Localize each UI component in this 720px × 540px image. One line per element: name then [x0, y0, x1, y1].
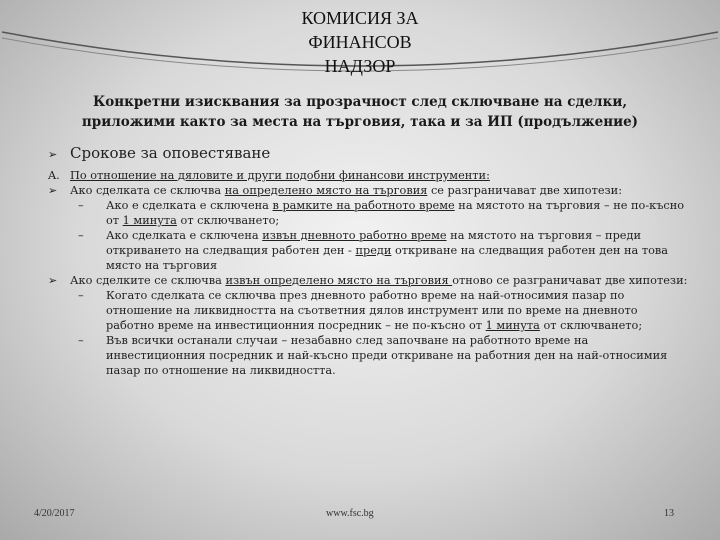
sub-text: Ако сделката е сключена — [106, 229, 263, 242]
dash-marker: – — [78, 334, 84, 347]
sub-underline: 1 минута — [122, 214, 177, 227]
subtitle-line-1: Конкретни изисквания за прозрачност след сключване на сделки, — [92, 94, 628, 110]
sub-text: от сключването; — [176, 214, 280, 227]
section-heading — [48, 142, 688, 164]
sub-text: Във всички останали случаи – незабавно след започване на работното време на инвестиционния посредник и най-късно преди откриване на работния ден на най-относимия пазар по отношение на ликвидността. — [106, 334, 668, 377]
title-banner — [0, 0, 720, 90]
title-line-1: КОМИСИЯ ЗА — [301, 8, 419, 28]
bullet-2 — [48, 273, 688, 288]
sub-underline: в рамките на работното време — [272, 199, 455, 212]
item-a-marker: A. — [48, 169, 60, 182]
sub-text: Ако е сделката е сключена — [106, 199, 273, 212]
page-title — [0, 6, 720, 78]
footer-url[interactable]: www.fsc.bg — [326, 508, 374, 519]
sub-text: от сключването; — [539, 319, 643, 332]
sub-underline: 1 минута — [485, 319, 540, 332]
bullet-1-text-1: Ако сделката се сключва — [70, 184, 225, 197]
sub-text: на мястото на търговия – не по-късно от — [106, 199, 685, 227]
dash-marker: – — [78, 199, 84, 212]
bullet-2-text-1: Ако сделките се сключва — [70, 274, 226, 287]
bullet-2-sub-1 — [48, 288, 688, 333]
bullet-1-sub-2 — [48, 228, 688, 273]
item-a — [48, 168, 688, 183]
bullet-1-sub-1 — [48, 198, 688, 228]
bullet-1-text-2: се разграничават две хипотези: — [427, 184, 623, 197]
section-heading-text: Срокове за оповестяване — [70, 144, 271, 162]
bullet-1 — [48, 183, 688, 198]
title-line-2: ФИНАНСОВ — [308, 32, 412, 52]
arrow-bullet-icon: ➢ — [48, 148, 58, 161]
arrow-bullet-icon: ➢ — [48, 184, 58, 197]
title-line-3: НАДЗОР — [324, 56, 396, 76]
slide-subtitle — [60, 92, 660, 132]
sub-underline: извън дневното работно време — [262, 229, 447, 242]
arrow-bullet-icon: ➢ — [48, 274, 58, 287]
bullet-1-underline: на определено място на търговия — [224, 184, 428, 197]
sub-text: на мястото на търговия – преди откриването на следващия работен ден - — [106, 229, 641, 257]
sub-text: откриване на следващия работен ден на това място на търговия — [106, 244, 669, 272]
bullet-2-text-2: отново се разграничават две хипотези: — [452, 274, 688, 287]
slide-content — [48, 142, 688, 378]
sub-text: Когато сделката се сключва през дневното работно време на най-относимия пазар по отношение на ликвидността на съответния дялов инструмент или по време на дневното работно време на инвестиционния посредник – не по-късно от — [106, 289, 638, 332]
dash-marker: – — [78, 289, 84, 302]
footer-date: 4/20/2017 — [34, 508, 75, 519]
page-number: 13 — [664, 508, 674, 519]
item-a-text: По отношение на дяловите и други подобни финансови инструменти: — [70, 169, 490, 182]
bullet-2-underline: извън определено място на търговия — [225, 274, 453, 287]
sub-underline: преди — [355, 244, 392, 257]
bullet-2-sub-2 — [48, 333, 688, 378]
subtitle-line-2: приложими както за места на търговия, така и за ИП (продължение) — [81, 114, 639, 130]
dash-marker: – — [78, 229, 84, 242]
